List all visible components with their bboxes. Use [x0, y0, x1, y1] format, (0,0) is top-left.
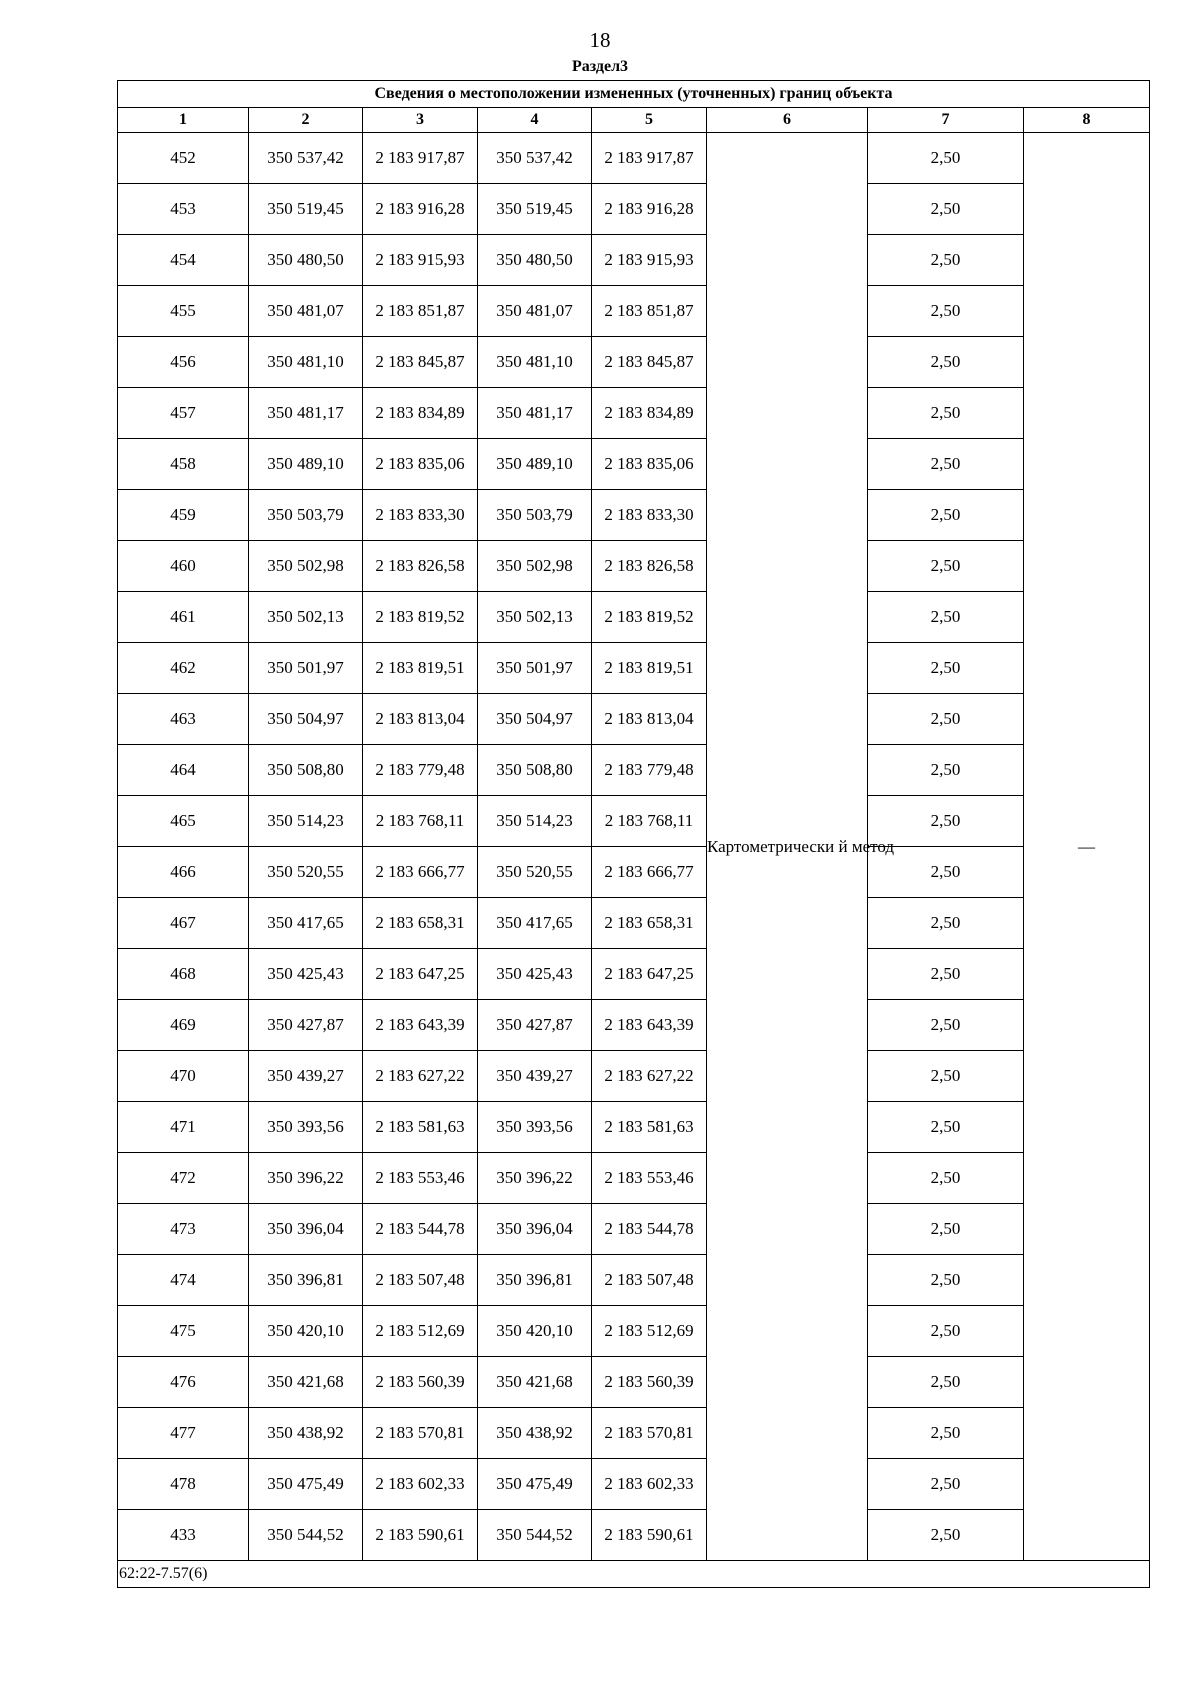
x-old-cell: 350 393,56: [249, 1102, 363, 1153]
accuracy-cell: 2,50: [868, 1306, 1024, 1357]
x-old-cell: 350 421,68: [249, 1357, 363, 1408]
x-old-cell: 350 427,87: [249, 1000, 363, 1051]
y-old-cell: 2 183 845,87: [363, 337, 478, 388]
y-new-cell: 2 183 845,87: [592, 337, 707, 388]
accuracy-cell: 2,50: [868, 286, 1024, 337]
y-old-cell: 2 183 602,33: [363, 1459, 478, 1510]
y-old-cell: 2 183 560,39: [363, 1357, 478, 1408]
accuracy-cell: 2,50: [868, 694, 1024, 745]
y-old-cell: 2 183 643,39: [363, 1000, 478, 1051]
accuracy-cell: 2,50: [868, 898, 1024, 949]
section-title: Раздел3: [571, 58, 629, 75]
x-old-cell: 350 420,10: [249, 1306, 363, 1357]
point-number-cell: 469: [118, 1000, 249, 1051]
accuracy-cell: 2,50: [868, 133, 1024, 184]
column-number: 7: [868, 108, 1024, 133]
y-old-cell: 2 183 768,11: [363, 796, 478, 847]
y-old-cell: 2 183 851,87: [363, 286, 478, 337]
y-old-cell: 2 183 819,51: [363, 643, 478, 694]
accuracy-cell: 2,50: [868, 1510, 1024, 1561]
column-number: 8: [1024, 108, 1150, 133]
x-old-cell: 350 438,92: [249, 1408, 363, 1459]
y-old-cell: 2 183 512,69: [363, 1306, 478, 1357]
accuracy-cell: 2,50: [868, 1153, 1024, 1204]
point-number-cell: 462: [118, 643, 249, 694]
point-number-cell: 476: [118, 1357, 249, 1408]
y-new-cell: 2 183 570,81: [592, 1408, 707, 1459]
x-new-cell: 350 481,17: [478, 388, 592, 439]
accuracy-cell: 2,50: [868, 388, 1024, 439]
y-new-cell: 2 183 833,30: [592, 490, 707, 541]
x-new-cell: 350 481,07: [478, 286, 592, 337]
point-number-cell: 475: [118, 1306, 249, 1357]
point-number-cell: 458: [118, 439, 249, 490]
accuracy-cell: 2,50: [868, 949, 1024, 1000]
point-number-cell: 478: [118, 1459, 249, 1510]
table-row: [118, 184, 1150, 235]
x-old-cell: 350 481,17: [249, 388, 363, 439]
point-number-cell: 457: [118, 388, 249, 439]
x-old-cell: 350 480,50: [249, 235, 363, 286]
y-old-cell: 2 183 590,61: [363, 1510, 478, 1561]
x-new-cell: 350 502,13: [478, 592, 592, 643]
x-old-cell: 350 425,43: [249, 949, 363, 1000]
x-old-cell: 350 520,55: [249, 847, 363, 898]
x-old-cell: 350 537,42: [249, 133, 363, 184]
table-row: [118, 286, 1150, 337]
y-new-cell: 2 183 666,77: [592, 847, 707, 898]
table-row: [118, 1408, 1150, 1459]
column-number: 3: [363, 108, 478, 133]
table-row: [118, 847, 1150, 898]
x-old-cell: 350 502,13: [249, 592, 363, 643]
accuracy-cell: 2,50: [868, 235, 1024, 286]
accuracy-cell: 2,50: [868, 847, 1024, 898]
accuracy-cell: 2,50: [868, 1408, 1024, 1459]
table-footer: 62:22-7.57(6): [118, 1561, 1150, 1588]
x-new-cell: 350 438,92: [478, 1408, 592, 1459]
table-row: [118, 949, 1150, 1000]
y-new-cell: 2 183 643,39: [592, 1000, 707, 1051]
x-new-cell: 350 502,98: [478, 541, 592, 592]
y-new-cell: 2 183 544,78: [592, 1204, 707, 1255]
x-new-cell: 350 544,52: [478, 1510, 592, 1561]
method-cell: Картометрически й метод: [707, 133, 868, 1561]
x-old-cell: 350 417,65: [249, 898, 363, 949]
table-row: [118, 694, 1150, 745]
table-row: [118, 1357, 1150, 1408]
table-row: [118, 796, 1150, 847]
table-row: [118, 541, 1150, 592]
x-new-cell: 350 520,55: [478, 847, 592, 898]
table-body: [118, 133, 1150, 1561]
y-old-cell: 2 183 544,78: [363, 1204, 478, 1255]
y-old-cell: 2 183 813,04: [363, 694, 478, 745]
table-row: [118, 133, 1150, 184]
table-row: [118, 1051, 1150, 1102]
table-row: [118, 337, 1150, 388]
table-row: [118, 1510, 1150, 1561]
table-row: [118, 490, 1150, 541]
y-new-cell: 2 183 768,11: [592, 796, 707, 847]
y-new-cell: 2 183 553,46: [592, 1153, 707, 1204]
accuracy-cell: 2,50: [868, 1357, 1024, 1408]
y-old-cell: 2 183 916,28: [363, 184, 478, 235]
accuracy-cell: 2,50: [868, 1255, 1024, 1306]
y-old-cell: 2 183 507,48: [363, 1255, 478, 1306]
column-number: 2: [249, 108, 363, 133]
y-new-cell: 2 183 627,22: [592, 1051, 707, 1102]
x-new-cell: 350 537,42: [478, 133, 592, 184]
table-row: [118, 898, 1150, 949]
table-row: [118, 643, 1150, 694]
point-number-cell: 474: [118, 1255, 249, 1306]
column-number: 4: [478, 108, 592, 133]
accuracy-cell: 2,50: [868, 1459, 1024, 1510]
y-old-cell: 2 183 553,46: [363, 1153, 478, 1204]
y-old-cell: 2 183 826,58: [363, 541, 478, 592]
x-old-cell: 350 503,79: [249, 490, 363, 541]
y-new-cell: 2 183 917,87: [592, 133, 707, 184]
point-number-cell: 465: [118, 796, 249, 847]
x-new-cell: 350 420,10: [478, 1306, 592, 1357]
table-row: [118, 1153, 1150, 1204]
y-new-cell: 2 183 779,48: [592, 745, 707, 796]
table-row: [118, 235, 1150, 286]
y-old-cell: 2 183 581,63: [363, 1102, 478, 1153]
table-row: [118, 1204, 1150, 1255]
table-row: [118, 1255, 1150, 1306]
point-number-cell: 468: [118, 949, 249, 1000]
x-old-cell: 350 508,80: [249, 745, 363, 796]
point-number-cell: 460: [118, 541, 249, 592]
y-new-cell: 2 183 826,58: [592, 541, 707, 592]
point-number-cell: 467: [118, 898, 249, 949]
accuracy-cell: 2,50: [868, 439, 1024, 490]
x-old-cell: 350 481,10: [249, 337, 363, 388]
y-new-cell: 2 183 512,69: [592, 1306, 707, 1357]
y-old-cell: 2 183 658,31: [363, 898, 478, 949]
point-number-cell: 456: [118, 337, 249, 388]
y-old-cell: 2 183 915,93: [363, 235, 478, 286]
table-row: [118, 1459, 1150, 1510]
x-new-cell: 350 427,87: [478, 1000, 592, 1051]
y-old-cell: 2 183 833,30: [363, 490, 478, 541]
table-row: [118, 745, 1150, 796]
y-old-cell: 2 183 819,52: [363, 592, 478, 643]
x-new-cell: 350 508,80: [478, 745, 592, 796]
x-new-cell: 350 481,10: [478, 337, 592, 388]
x-new-cell: 350 504,97: [478, 694, 592, 745]
point-number-cell: 463: [118, 694, 249, 745]
table-caption: Сведения о местоположении измененных (уточненных) границ объекта: [118, 81, 1150, 108]
point-number-cell: 453: [118, 184, 249, 235]
y-new-cell: 2 183 834,89: [592, 388, 707, 439]
y-new-cell: 2 183 916,28: [592, 184, 707, 235]
accuracy-cell: 2,50: [868, 796, 1024, 847]
accuracy-cell: 2,50: [868, 592, 1024, 643]
y-old-cell: 2 183 917,87: [363, 133, 478, 184]
column-number: 6: [707, 108, 868, 133]
column-number: 5: [592, 108, 707, 133]
point-number-cell: 459: [118, 490, 249, 541]
accuracy-cell: 2,50: [868, 541, 1024, 592]
y-old-cell: 2 183 834,89: [363, 388, 478, 439]
point-number-cell: 433: [118, 1510, 249, 1561]
y-new-cell: 2 183 581,63: [592, 1102, 707, 1153]
x-old-cell: 350 481,07: [249, 286, 363, 337]
y-new-cell: 2 183 602,33: [592, 1459, 707, 1510]
y-new-cell: 2 183 819,52: [592, 592, 707, 643]
accuracy-cell: 2,50: [868, 1102, 1024, 1153]
x-new-cell: 350 439,27: [478, 1051, 592, 1102]
x-new-cell: 350 503,79: [478, 490, 592, 541]
y-new-cell: 2 183 819,51: [592, 643, 707, 694]
point-number-cell: 464: [118, 745, 249, 796]
x-old-cell: 350 519,45: [249, 184, 363, 235]
y-old-cell: 2 183 779,48: [363, 745, 478, 796]
point-number-cell: 473: [118, 1204, 249, 1255]
x-old-cell: 350 502,98: [249, 541, 363, 592]
x-new-cell: 350 396,22: [478, 1153, 592, 1204]
accuracy-cell: 2,50: [868, 1051, 1024, 1102]
point-number-cell: 455: [118, 286, 249, 337]
point-number-cell: 454: [118, 235, 249, 286]
x-new-cell: 350 396,81: [478, 1255, 592, 1306]
table-row: [118, 1102, 1150, 1153]
y-new-cell: 2 183 813,04: [592, 694, 707, 745]
table-row: [118, 592, 1150, 643]
point-number-cell: 461: [118, 592, 249, 643]
x-old-cell: 350 504,97: [249, 694, 363, 745]
x-old-cell: 350 396,22: [249, 1153, 363, 1204]
y-new-cell: 2 183 915,93: [592, 235, 707, 286]
y-new-cell: 2 183 647,25: [592, 949, 707, 1000]
x-new-cell: 350 514,23: [478, 796, 592, 847]
x-new-cell: 350 417,65: [478, 898, 592, 949]
table-row: [118, 1306, 1150, 1357]
x-new-cell: 350 480,50: [478, 235, 592, 286]
x-new-cell: 350 475,49: [478, 1459, 592, 1510]
x-new-cell: 350 393,56: [478, 1102, 592, 1153]
x-old-cell: 350 475,49: [249, 1459, 363, 1510]
table-row: [118, 388, 1150, 439]
x-old-cell: 350 489,10: [249, 439, 363, 490]
x-new-cell: 350 489,10: [478, 439, 592, 490]
accuracy-cell: 2,50: [868, 1204, 1024, 1255]
y-old-cell: 2 183 647,25: [363, 949, 478, 1000]
point-number-cell: 470: [118, 1051, 249, 1102]
accuracy-cell: 2,50: [868, 337, 1024, 388]
x-old-cell: 350 396,81: [249, 1255, 363, 1306]
point-number-cell: 472: [118, 1153, 249, 1204]
table-row: [118, 439, 1150, 490]
y-new-cell: 2 183 835,06: [592, 439, 707, 490]
x-new-cell: 350 396,04: [478, 1204, 592, 1255]
accuracy-cell: 2,50: [868, 1000, 1024, 1051]
accuracy-cell: 2,50: [868, 490, 1024, 541]
x-new-cell: 350 501,97: [478, 643, 592, 694]
boundary-table: [117, 80, 1150, 1588]
x-old-cell: 350 514,23: [249, 796, 363, 847]
x-new-cell: 350 421,68: [478, 1357, 592, 1408]
column-number: 1: [118, 108, 249, 133]
x-old-cell: 350 544,52: [249, 1510, 363, 1561]
point-number-cell: 466: [118, 847, 249, 898]
y-new-cell: 2 183 851,87: [592, 286, 707, 337]
point-number-cell: 477: [118, 1408, 249, 1459]
x-old-cell: 350 396,04: [249, 1204, 363, 1255]
column8-cell: —: [1024, 133, 1150, 1561]
y-new-cell: 2 183 658,31: [592, 898, 707, 949]
y-new-cell: 2 183 507,48: [592, 1255, 707, 1306]
y-new-cell: 2 183 560,39: [592, 1357, 707, 1408]
y-old-cell: 2 183 570,81: [363, 1408, 478, 1459]
x-new-cell: 350 519,45: [478, 184, 592, 235]
x-new-cell: 350 425,43: [478, 949, 592, 1000]
accuracy-cell: 2,50: [868, 745, 1024, 796]
point-number-cell: 471: [118, 1102, 249, 1153]
table-row: [118, 1000, 1150, 1051]
accuracy-cell: 2,50: [868, 643, 1024, 694]
page-number: 18: [589, 28, 611, 52]
accuracy-cell: 2,50: [868, 184, 1024, 235]
point-number-cell: 452: [118, 133, 249, 184]
y-old-cell: 2 183 835,06: [363, 439, 478, 490]
x-old-cell: 350 439,27: [249, 1051, 363, 1102]
x-old-cell: 350 501,97: [249, 643, 363, 694]
y-new-cell: 2 183 590,61: [592, 1510, 707, 1561]
y-old-cell: 2 183 666,77: [363, 847, 478, 898]
y-old-cell: 2 183 627,22: [363, 1051, 478, 1102]
